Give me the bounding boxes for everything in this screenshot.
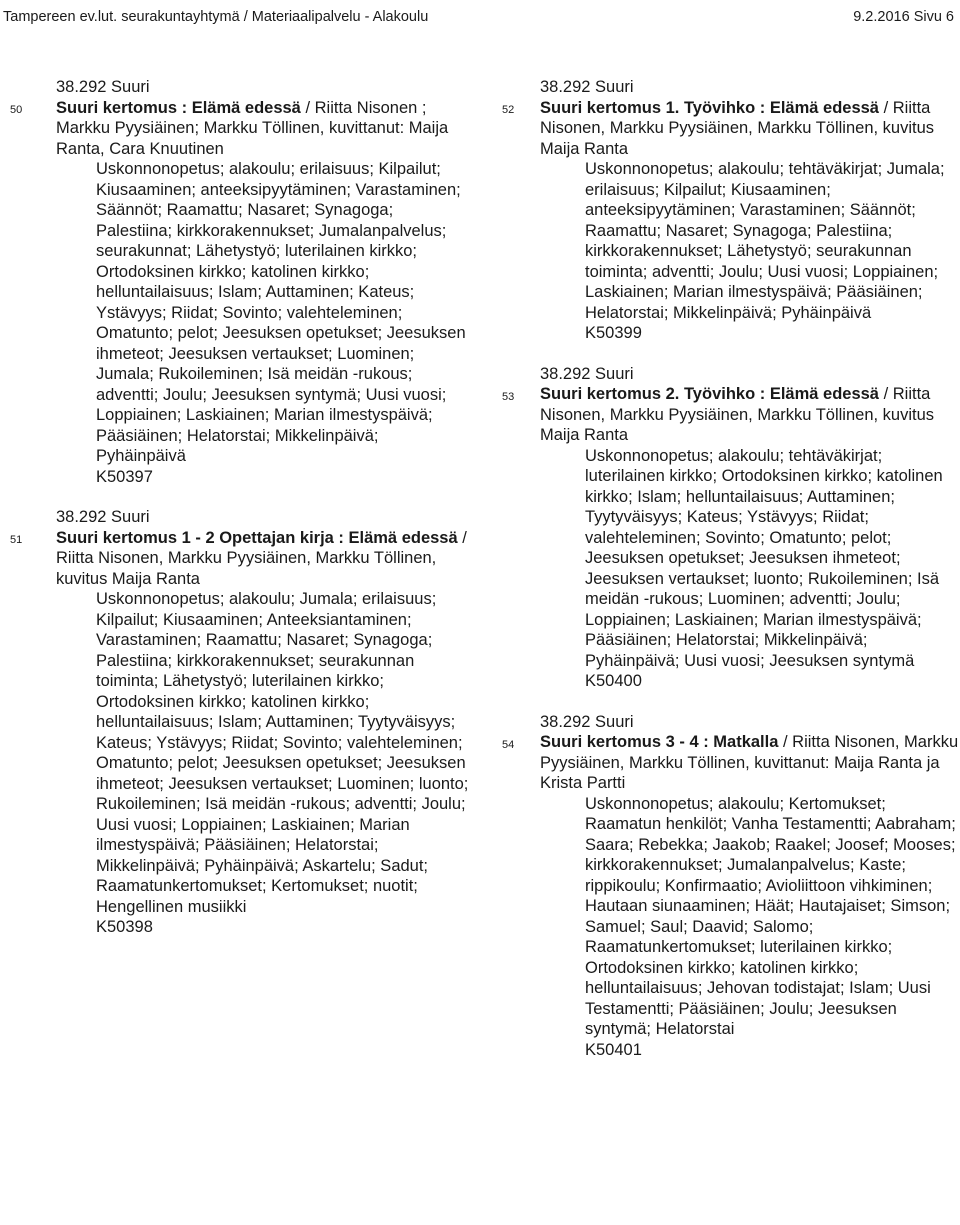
entry-code: K50397 (96, 467, 153, 486)
header-date-page: 9.2.2016 Sivu 6 (853, 9, 954, 25)
entry-title: Suuri kertomus 1. Työvihko : Elämä edessä (540, 98, 879, 117)
entry-title: Suuri kertomus 3 - 4 : Matkalla (540, 733, 779, 751)
page-header (0, 0, 960, 40)
entry-title-line (56, 98, 470, 160)
entry-authors: / Riitta Nisonen, Markku Pyysiäinen, Markku Töllinen, kuvittanut: Maija Ranta ja Krista Partti (540, 733, 959, 792)
entry-subjects: Uskonnonopetus; alakoulu; tehtäväkirjat; luterilainen kirkko; Ortodoksinen kirkko; katolinen kirkko; Islam; helluntailaisuus; Auttaminen; Tyytyväisyys; Kateus; Ystävyys; Riidat; valehteleminen; Sovinto; Omatunto; pelot; Jeesuksen opetukset; Jeesuksen ihmeteot; Jeesuksen vertaukset; luonto; Rukoileminen; Isä meidän -rukous; Luominen; adventti; Joulu; Loppiainen; Laskiainen; Marian ilmestyspäivä; Pääsiäinen; Helatorstai; Mikkelinpäivä; Pyhäinpäivä; Uusi vuosi; Jeesuksen syntymä (585, 446, 943, 670)
header-organization: Tampereen ev.lut. seurakuntayhtymä / Materiaalipalvelu - Alakoulu (3, 9, 429, 25)
entry-number: 51 (10, 534, 23, 546)
left-column (0, 77, 470, 958)
catalog-entry (500, 77, 960, 344)
entry-authors: / Riitta Nisonen, Markku Pyysiäinen, Markku Töllinen, kuvitus Maija Ranta (56, 528, 467, 588)
entry-number: 52 (502, 104, 515, 116)
entry-subjects: Uskonnonopetus; alakoulu; Kertomukset; Raamatun henkilöt; Vanha Testamentti; Aabraham; Saara; Rebekka; Jaakob; Raakel; Joosef; Mooses; kirkkorakennukset; Jumalanpalvelus; Kaste; rippikoulu; Konfirmaatio; Avioliittoon vihkiminen; Hautaan siunaaminen; Häät; Hautajaiset; Simson; Samuel; Saul; Daavid; Salomo; Raamatunkertomukset; luterilainen kirkko; Ortodoksinen kirkko; katolinen kirkko; helluntailaisuus; Jehovan todistajat; Islam; Uusi Testamentti; Pääsiäinen; Joulu; Jeesuksen syntymä; Helatorstai (585, 794, 956, 1038)
entry-subjects: Uskonnonopetus; alakoulu; erilaisuus; Kilpailut; Kiusaaminen; anteeksipyytäminen; Varastaminen; Säännöt; Raamattu; Nasaret; Synagoga; Palestiina; kirkkorakennukset; Jumalanpalvelus; seurakunnat; Lähetystyö; luterilainen kirkko; Ortodoksinen kirkko; katolinen kirkko; helluntailaisuus; Islam; Auttaminen; Kateus; Ystävyys; Riidat; Sovinto; valehteleminen; Omatunto; pelot; Jeesuksen opetukset; Jeesuksen ihmeteot; Jeesuksen vertaukset; Luominen; Jumala; Rukoileminen; Isä meidän -rukous; adventti; Joulu; Jeesuksen syntymä; Uusi vuosi; Loppiainen; Laskiainen; Marian ilmestyspäivä; Pääsiäinen; Helatorstai; Mikkelinpäivä; Pyhäinpäivä (96, 160, 466, 465)
entry-classification: 38.292 Suuri (56, 508, 150, 526)
entry-subjects: Uskonnonopetus; alakoulu; tehtäväkirjat; Jumala; erilaisuus; Kilpailut; Kiusaaminen; anteeksipyytäminen; Varastaminen; Säännöt; Raamattu; Nasaret; Synagoga; Palestiina; kirkkorakennukset; Lähetystyö; seurakunnan toiminta; adventti; Joulu; Uusi vuosi; Loppiainen; Laskiainen; Marian ilmestyspäivä; Pääsiäinen; Helatorstai; Mikkelinpäivä; Pyhäinpäivä (585, 160, 945, 322)
entry-code: K50398 (96, 918, 153, 936)
entry-title: Suuri kertomus 2. Työvihko : Elämä edessä (540, 385, 879, 403)
catalog-entry (0, 77, 470, 487)
right-column (500, 77, 960, 1080)
entry-subjects: Uskonnonopetus; alakoulu; Jumala; erilaisuus; Kilpailut; Kiusaaminen; Anteeksiantaminen; Varastaminen; Raamattu; Nasaret; Synagoga; Palestiina; kirkkorakennukset; seurakunnan toiminta; Lähetystyö; luterilainen kirkko; Ortodoksinen kirkko; katolinen kirkko; helluntailaisuus; Islam; Auttaminen; Tyytyväisyys; Kateus; Ystävyys; Riidat; Sovinto; valehteleminen; Omatunto; pelot; Jeesuksen opetukset; Jeesuksen ihmeteot; Jeesuksen vertaukset; Luominen; luonto; Rukoileminen; Isä meidän -rukous; adventti; Joulu; Uusi vuosi; Loppiainen; Laskiainen; Marian ilmestyspäivä; Pääsiäinen; Helatorstai; Mikkelinpäivä; Pyhäinpäivä; Askartelu; Sadut; Raamatunkertomukset; Kertomukset; nuotit; Hengellinen musiikki (96, 590, 469, 916)
entry-classification: 38.292 Suuri (56, 78, 150, 96)
catalog-entry (500, 712, 960, 1061)
entry-title: Suuri kertomus : Elämä edessä (56, 98, 301, 117)
entry-number: 53 (502, 390, 515, 403)
entry-code: K50400 (585, 672, 642, 690)
entry-classification: 38.292 Suuri (540, 712, 634, 731)
entry-classification: 38.292 Suuri (540, 78, 634, 96)
entry-authors: / Riitta Nisonen, Markku Pyysiäinen, Markku Töllinen, kuvitus Maija Ranta (540, 385, 935, 444)
entry-number: 54 (502, 738, 515, 751)
entry-title-line (540, 732, 960, 794)
entry-title-line (540, 98, 960, 160)
entry-number: 50 (10, 104, 23, 116)
catalog-entry (0, 507, 470, 938)
entry-title-line (56, 528, 470, 590)
entry-authors: / Riitta Nisonen ; Markku Pyysiäinen; Markku Töllinen, kuvittanut: Maija Ranta, Cara Knuutinen (56, 98, 449, 158)
entry-authors: / Riitta Nisonen, Markku Pyysiäinen, Markku Töllinen, kuvitus Maija Ranta (540, 98, 935, 158)
entry-title-line (540, 384, 960, 446)
catalog-entry (500, 364, 960, 692)
entry-code: K50401 (585, 1040, 642, 1059)
entry-classification: 38.292 Suuri (540, 364, 634, 383)
entry-title: Suuri kertomus 1 - 2 Opettajan kirja : Elämä edessä (56, 528, 458, 547)
entry-code: K50399 (585, 324, 642, 342)
